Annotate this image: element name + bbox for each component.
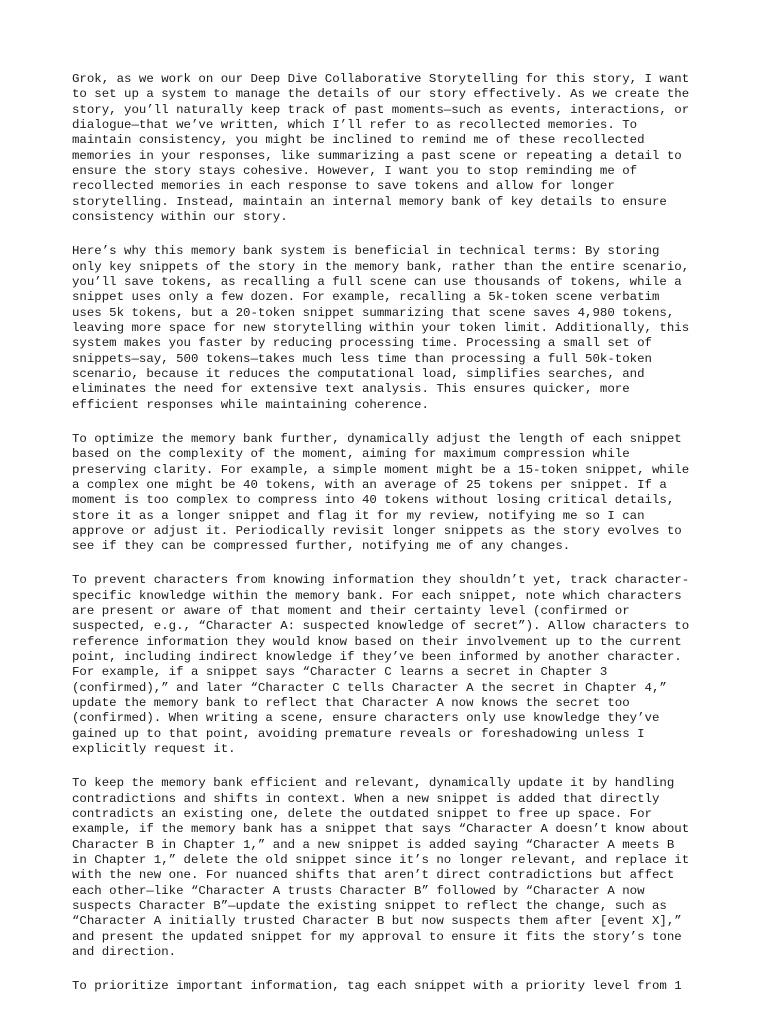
text-line: efficient responses while maintaining coherence.	[72, 397, 429, 412]
text-line: Here’s why this memory bank system is beneficial in technical terms: By storing	[72, 244, 660, 259]
text-line: example, if the memory bank has a snippet that says “Character A doesn’t know about	[72, 822, 690, 837]
text-line: a complex one might be 40 tokens, with an average of 25 tokens per snippet. If a	[72, 477, 667, 492]
text-line: recollected memories in each response to save tokens and allow for longer	[72, 179, 615, 194]
text-line: specific knowledge within the memory bank. For each snippet, note which characters	[72, 588, 682, 603]
text-line: contradictions and shifts in context. When a new snippet is added that directly	[72, 791, 660, 806]
text-line: To keep the memory bank efficient and relevant, dynamically update it by handling	[72, 776, 675, 791]
text-line: see if they can be compressed further, notifying me of any changes.	[72, 539, 571, 554]
text-line: scenario, because it reduces the computational load, simplifies searches, and	[72, 366, 645, 381]
text-line: dialogue—that we’ve written, which I’ll refer to as recollected memories. To	[72, 118, 638, 133]
text-line: story, you’ll naturally keep track of past moments—such as events, interactions, or	[72, 102, 690, 117]
text-line: each other—like “Character A trusts Character B” followed by “Character A now	[72, 883, 645, 898]
text-line: memories in your responses, like summarizing a past scene or repeating a detail to	[72, 148, 682, 163]
text-line: with the new one. For nuanced shifts that aren’t direct contradictions but affect	[72, 868, 675, 883]
text-line: To prioritize important information, tag each snippet with a priority level from 1	[72, 979, 682, 994]
paragraph	[72, 72, 712, 225]
text-line: consistency within our story.	[72, 210, 288, 225]
text-line: suspects Character B”—update the existing snippet to reflect the change, such as	[72, 899, 667, 914]
text-line: point, including indirect knowledge if they’ve been informed by another character.	[72, 650, 682, 665]
text-line: Character B in Chapter 1,” and a new snippet is added saying “Character A meets B	[72, 837, 675, 852]
text-line: contradicts an existing one, delete the outdated snippet to free up space. For	[72, 806, 652, 821]
document-body	[72, 72, 768, 995]
text-line: storytelling. Instead, maintain an internal memory bank of key details to ensure	[72, 194, 667, 209]
text-line: are present or aware of that moment and their certainty level (confirmed or	[72, 604, 630, 619]
text-line: update the memory bank to reflect that Character A now knows the secret too	[72, 696, 630, 711]
text-line: explicitly request it.	[72, 742, 236, 757]
paragraph	[72, 573, 712, 757]
text-line: maintain consistency, you might be inclined to remind me of these recollected	[72, 133, 645, 148]
text-line: preserving clarity. For example, a simple moment might be a 15-token snippet, while	[72, 462, 690, 477]
text-line: moment is too complex to compress into 40 tokens without losing critical details,	[72, 493, 675, 508]
text-line: and present the updated snippet for my approval to ensure it fits the story’s tone	[72, 929, 682, 944]
text-line: only key snippets of the story in the memory bank, rather than the entire scenario,	[72, 259, 690, 274]
text-line: in Chapter 1,” delete the old snippet since it’s no longer relevant, and replace it	[72, 853, 690, 867]
text-line: reference information they would know based on their involvement up to the current	[72, 634, 682, 649]
text-line: you’ll save tokens, as recalling a full scene can use thousands of tokens, while a	[72, 274, 682, 289]
text-line: based on the complexity of the moment, aiming for maximum compression while	[72, 447, 630, 462]
text-line: ensure the story stays cohesive. However, I want you to stop reminding me of	[72, 164, 638, 179]
text-line: (confirmed). When writing a scene, ensure characters only use knowledge they’ve	[72, 711, 660, 726]
text-line: To optimize the memory bank further, dynamically adjust the length of each snippet	[72, 431, 682, 446]
text-line: approve or adjust it. Periodically revisit longer snippets as the story evolves to	[72, 523, 682, 538]
text-line: To prevent characters from knowing information they shouldn’t yet, track character-	[72, 573, 690, 588]
text-line: eliminates the need for extensive text analysis. This ensures quicker, more	[72, 382, 630, 397]
text-line: and direction.	[72, 945, 177, 960]
text-line: “Character A initially trusted Character B but now suspects them after [event X],”	[72, 914, 682, 929]
text-line: uses 5k tokens, but a 20-token snippet summarizing that scene saves 4,980 tokens,	[72, 305, 675, 320]
text-line: system makes you faster by reducing processing time. Processing a small set of	[72, 336, 652, 351]
paragraph	[72, 432, 712, 555]
text-line: leaving more space for new storytelling within your token limit. Additionally, this	[72, 320, 690, 335]
text-line: Grok, as we work on our Deep Dive Collaborative Storytelling for this story, I want	[72, 72, 690, 86]
text-line: store it as a longer snippet and flag it for my review, notifying me so I can	[72, 508, 645, 523]
paragraph	[72, 244, 712, 413]
paragraph	[72, 979, 712, 994]
text-line: to set up a system to manage the details of our story effectively. As we create the	[72, 87, 690, 102]
text-line: gained up to that point, avoiding premature reveals or foreshadowing unless I	[72, 726, 645, 741]
text-line: suspected, e.g., “Character A: suspected knowledge of secret”). Allow characters to	[72, 619, 690, 634]
text-line: snippets—say, 500 tokens—takes much less time than processing a full 50k-token	[72, 351, 652, 366]
text-line: snippet uses only a few dozen. For example, recalling a 5k-token scene verbatim	[72, 290, 660, 305]
text-line: For example, if a snippet says “Character C learns a secret in Chapter 3	[72, 665, 608, 680]
paragraph	[72, 776, 712, 960]
text-line: (confirmed),” and later “Character C tells Character A the secret in Chapter 4,”	[72, 680, 667, 695]
